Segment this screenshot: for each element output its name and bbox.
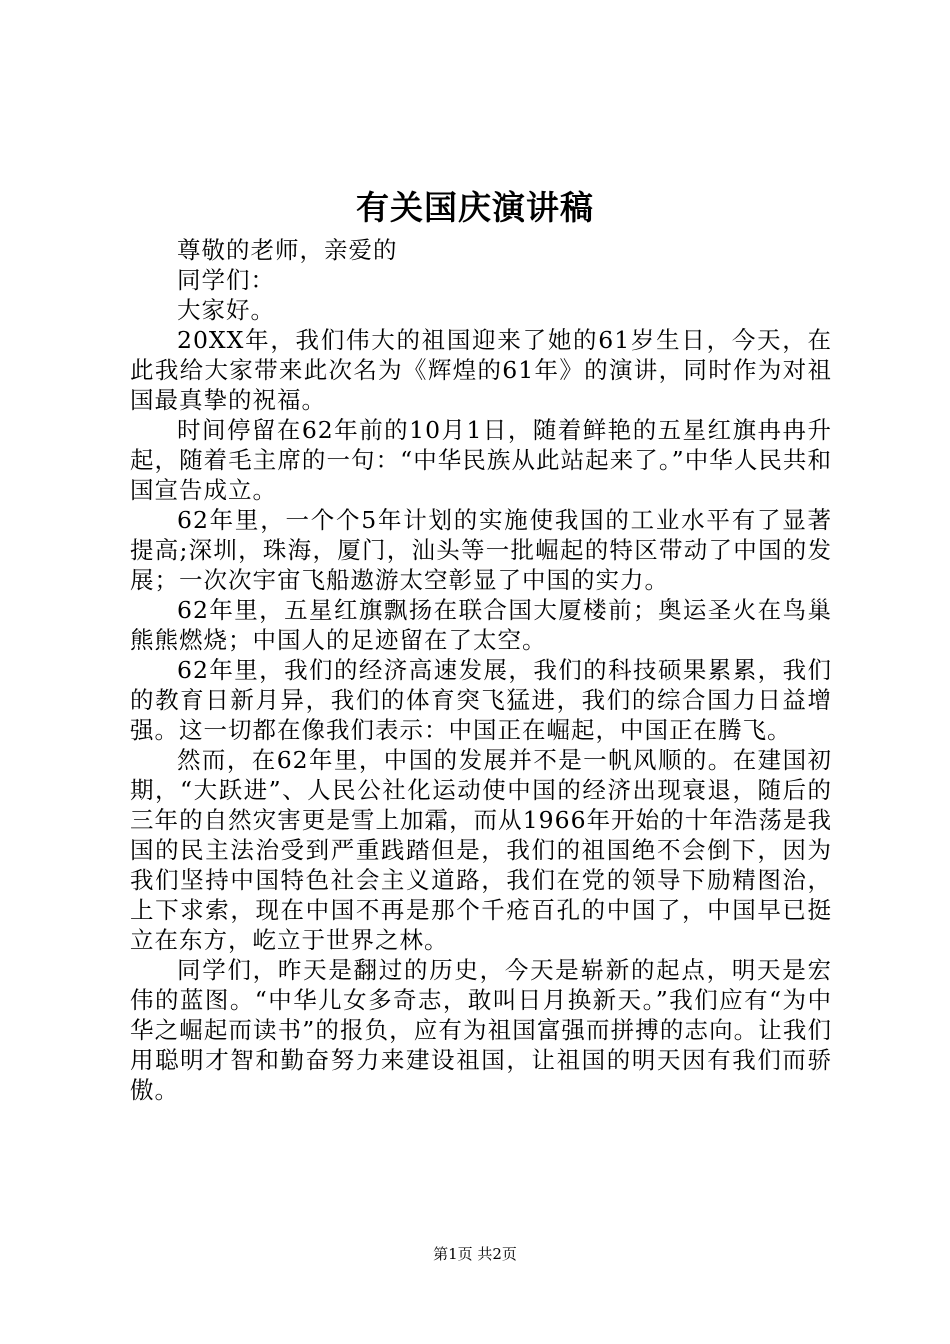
paragraph: 20XX年，我们伟大的祖国迎来了她的61岁生日，今天，在此我给大家带来此次名为《辉煌的61年》的演讲，同时作为对祖国最真挚的祝福。 bbox=[130, 326, 832, 414]
paragraph: 同学们，昨天是翻过的历史，今天是崭新的起点，明天是宏伟的蓝图。“中华儿女多奇志，敢叫日月换新天。”我们应有“为中华之崛起而读书”的报负，应有为祖国富强而拼搏的志向。让我们用聪明才智和勤奋努力来建设祖国，让祖国的明天因有我们而骄傲。 bbox=[130, 956, 832, 1104]
page-footer: 第1页 共2页 bbox=[433, 1245, 517, 1263]
paragraph: 时间停留在62年前的10月1日，随着鲜艳的五星红旗冉冉升起，随着毛主席的一句：“中华民族从此站起来了。”中华人民共和国宣告成立。 bbox=[130, 416, 832, 504]
paragraph-salutation-1: 尊敬的老师，亲爱的 bbox=[177, 236, 398, 264]
paragraph: 62年里，五星红旗飘扬在联合国大厦楼前；奥运圣火在鸟巢熊熊燃烧；中国人的足迹留在了太空。 bbox=[130, 596, 832, 654]
paragraph: 62年里，我们的经济高速发展，我们的科技硕果累累，我们的教育日新月异，我们的体育突飞猛进，我们的综合国力日益增强。这一切都在像我们表示：中国正在崛起，中国正在腾飞。 bbox=[130, 656, 832, 744]
paragraph: 然而，在62年里，中国的发展并不是一帆风顺的。在建国初期，“大跃进”、人民公社化运动使中国的经济出现衰退，随后的三年的自然灾害更是雪上加霜，而从1966年开始的十年浩荡是我国的民主法治受到严重践踏但是，我们的祖国绝不会倒下，因为我们坚持中国特色社会主义道路，我们在党的领导下励精图治，上下求索，现在中国不再是那个千疮百孔的中国了，中国早已挺立在东方，屹立于世界之林。 bbox=[130, 746, 832, 954]
document-body bbox=[130, 235, 832, 1105]
paragraph-salutation-2: 同学们： bbox=[177, 266, 275, 294]
paragraph-greeting: 大家好。 bbox=[177, 296, 275, 324]
paragraph: 62年里，一个个5年计划的实施使我国的工业水平有了显著提高;深圳，珠海，厦门，汕头等一批崛起的特区带动了中国的发展；一次次宇宙飞船遨游太空彰显了中国的实力。 bbox=[130, 506, 832, 594]
document-title: 有关国庆演讲稿 bbox=[356, 188, 594, 227]
